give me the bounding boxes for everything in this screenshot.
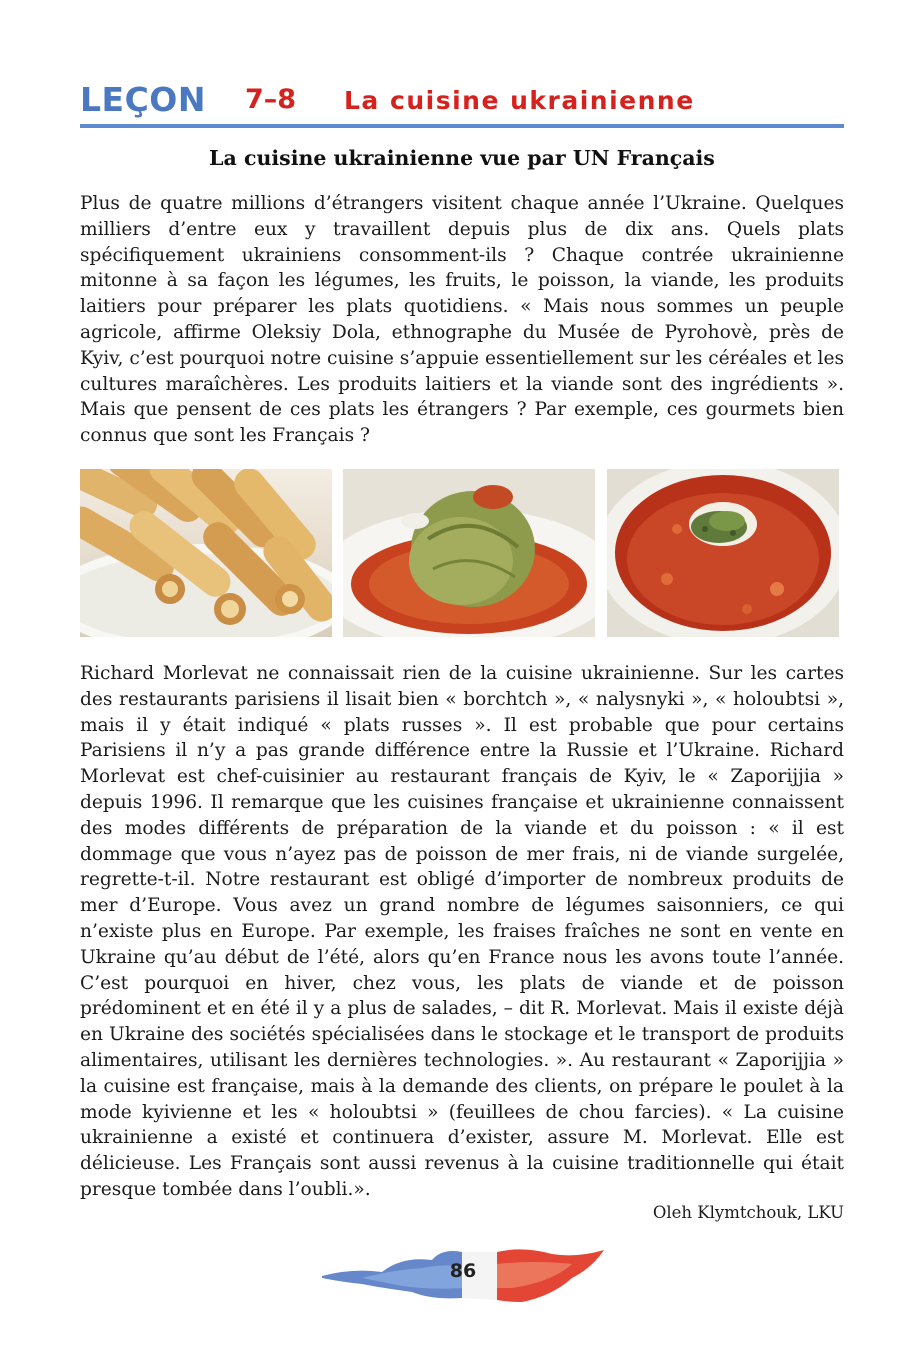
lesson-number: 7–8 <box>245 84 297 115</box>
pancakes-photo <box>80 469 332 637</box>
page-footer <box>322 1238 604 1308</box>
article-title: La cuisine ukrainienne vue par UN Français <box>209 146 715 170</box>
article-author: Oleh Klymtchouk, LKU <box>652 1203 844 1222</box>
lesson-header <box>80 78 844 126</box>
borscht-photo <box>607 469 839 637</box>
lesson-title: La cuisine ukrainienne <box>344 86 695 115</box>
holoubtsi-photo <box>343 469 595 637</box>
page-number: 86 <box>449 1260 477 1282</box>
article-paragraph-2: Richard Morlevat ne connaissait rien de la cuisine ukrainienne. Sur les cartes des restaurants parisiens il lisait bien « borchtch », « nalysnyki », « holoubtsi », mais il y était indiqué « plats russes ». Il est probable que pour certains Parisiens il n’y a pas grande différence entre la Russie et l’Ukraine. Richard Morlevat est chef-cuisinier au restaurant français de Kyiv, le « Zaporijjia » depuis 1996. Il remarque que les cuisines française et ukrainienne connaissent des modes différents de préparation de la viande et du poisson : « il est dommage que vous n’ayez pas de poisson de mer frais, ni de viande surgelée, regrette-t-il. Notre restaurant est obligé d’importer de nombreux produits de mer d’Europe. Vous avez un grand nombre de légumes saisonniers, ce qui n’existe plus en Europe. Par exemple, les fraises fraîches ne sont en vente en Ukraine qu’au début de l’été, alors qu’en France nous les avons toute l’année. C’est pourquoi en hiver, chez vous, les plats de viande et de poisson prédominent et en été il y a plus de salades, – dit R. Morlevat. Mais il existe déjà en Ukraine des sociétés spécialisées dans le stockage et le transport de produits alimentaires, utilisant les dernières technologies. ». Au restaurant « Zaporijjia » la cuisine est française, mais à la demande des clients, on prépare le poulet à la mode kyivienne et les « holoubtsi » (feuillees de chou farcies). « La cuisine ukrainienne a existé et continuera d’exister, assure M. Morlevat. Elle est délicieuse. Les Français sont aussi revenus à la cuisine traditionnelle qui était presque tombée dans l’oubli.». <box>80 663 844 1200</box>
food-photos <box>80 469 840 637</box>
header-divider <box>80 124 844 128</box>
lesson-label: LEÇON <box>80 80 206 119</box>
article-paragraph-1: Plus de quatre millions d’étrangers visitent chaque année l’Ukraine. Quelques milliers d’entre eux y travaillent depuis plus de dix ans. Quels plats spécifiquement ukrainiens consomment-ils ? Chaque contrée ukrainienne mitonne à sa façon les légumes, les fruits, le poisson, la viande, les produits laitiers pour préparer les plats quotidiens. « Mais nous sommes un peuple agricole, affirme Oleksiy Dola, ethnographe du Musée de Pyrohovè, près de Kyiv, c’est pourquoi notre cuisine s’appuie essentiellement sur les céréales et les cultures maraîchères. Les produits laitiers et la viande sont des ingrédients ». Mais que pensent de ces plats les étrangers ? Par exemple, ces gourmets bien connus que sont les Français ? <box>80 193 844 447</box>
